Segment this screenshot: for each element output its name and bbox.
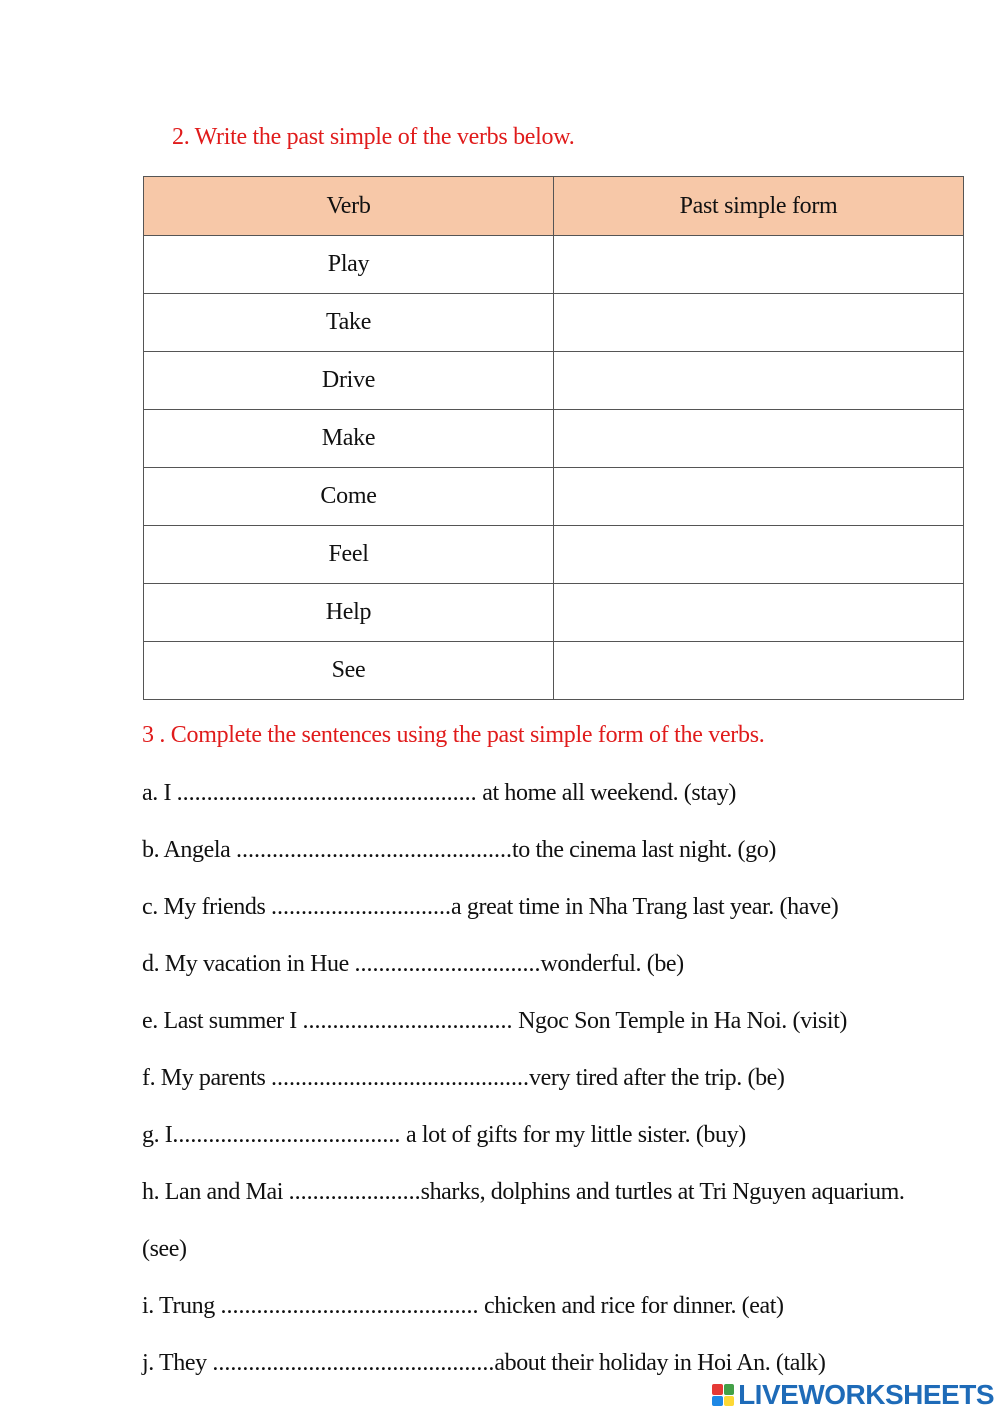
answer-blank[interactable]: ..............................................	[235, 837, 512, 863]
table-row	[144, 642, 964, 700]
sentence-h	[142, 1172, 904, 1212]
answer-cell[interactable]	[554, 236, 964, 294]
header-verb: Verb	[144, 177, 554, 236]
sentence-text: c. My friends	[142, 894, 272, 920]
sentence-text: sharks, dolphins and turtles at Tri Nguyen aquarium.	[420, 1179, 905, 1205]
sentence-h-continued	[142, 1229, 187, 1269]
table-row	[144, 526, 964, 584]
table-row	[144, 468, 964, 526]
sentence-c	[142, 887, 838, 927]
header-past-simple: Past simple form	[554, 177, 964, 236]
sentence-text: very tired after the trip. (be)	[529, 1065, 785, 1091]
logo-square	[724, 1384, 735, 1395]
sentence-text: g. I	[142, 1122, 173, 1148]
sentence-text: at home all weekend. (stay)	[476, 780, 737, 806]
sentence-text: d. My vacation in Hue	[142, 951, 355, 977]
exercise-2-heading: 2. Write the past simple of the verbs below.	[172, 124, 575, 150]
answer-cell[interactable]	[554, 526, 964, 584]
verb-cell: Play	[144, 236, 554, 294]
logo-square	[712, 1384, 723, 1395]
table-row	[144, 352, 964, 410]
answer-blank[interactable]: ......................................	[172, 1122, 401, 1148]
sentence-text: h. Lan and Mai	[142, 1179, 289, 1205]
answer-cell[interactable]	[554, 294, 964, 352]
verb-cell: Come	[144, 468, 554, 526]
sentence-text: about their holiday in Hoi An. (talk)	[494, 1350, 826, 1376]
answer-cell[interactable]	[554, 410, 964, 468]
verb-cell: Feel	[144, 526, 554, 584]
logo-text: LIVEWORKSHEETS	[738, 1379, 994, 1410]
sentence-b	[142, 830, 776, 870]
table-row	[144, 584, 964, 642]
answer-blank[interactable]: ...........................................	[220, 1293, 479, 1319]
logo-square	[712, 1396, 723, 1407]
table-row	[144, 410, 964, 468]
sentence-text: to the cinema last night. (go)	[511, 837, 776, 863]
sentence-text: wonderful. (be)	[540, 951, 684, 977]
sentence-text: (see)	[142, 1236, 187, 1262]
sentence-text: chicken and rice for dinner. (eat)	[478, 1293, 784, 1319]
sentence-text: a lot of gifts for my little sister. (buy)	[400, 1122, 746, 1148]
answer-blank[interactable]: ...........................................	[271, 1065, 530, 1091]
table-row	[144, 294, 964, 352]
sentence-text: j. They	[142, 1350, 213, 1376]
sentence-i	[142, 1286, 784, 1326]
sentence-g	[142, 1115, 746, 1155]
table-row	[144, 236, 964, 294]
answer-cell[interactable]	[554, 468, 964, 526]
answer-blank[interactable]: ..................................................	[176, 780, 477, 806]
sentence-j	[142, 1343, 826, 1383]
answer-blank[interactable]: ..............................	[271, 894, 452, 920]
answer-blank[interactable]: ...............................................	[212, 1350, 495, 1376]
answer-cell[interactable]	[554, 642, 964, 700]
answer-blank[interactable]: ...............................	[354, 951, 541, 977]
answer-cell[interactable]	[554, 352, 964, 410]
sentence-f	[142, 1058, 785, 1098]
verb-cell: Take	[144, 294, 554, 352]
sentence-text: b. Angela	[142, 837, 236, 863]
sentence-d	[142, 944, 684, 984]
logo-mark-icon	[712, 1384, 734, 1406]
verb-cell: Make	[144, 410, 554, 468]
answer-blank[interactable]: ......................	[288, 1179, 421, 1205]
verb-cell: Help	[144, 584, 554, 642]
answer-blank[interactable]: ...................................	[302, 1008, 513, 1034]
table-header-row	[144, 177, 964, 236]
answer-cell[interactable]	[554, 584, 964, 642]
liveworksheets-logo	[712, 1381, 994, 1409]
exercise-3-heading: 3 . Complete the sentences using the past simple form of the verbs.	[142, 722, 765, 748]
verb-cell: See	[144, 642, 554, 700]
logo-square	[724, 1396, 735, 1407]
sentence-text: f. My parents	[142, 1065, 272, 1091]
verb-cell: Drive	[144, 352, 554, 410]
verb-table	[143, 176, 964, 700]
sentence-text: e. Last summer I	[142, 1008, 303, 1034]
sentence-a	[142, 773, 736, 813]
sentence-text: a great time in Nha Trang last year. (have)	[451, 894, 839, 920]
sentence-text: i. Trung	[142, 1293, 221, 1319]
sentence-text: Ngoc Son Temple in Ha Noi. (visit)	[512, 1008, 848, 1034]
sentence-e	[142, 1001, 847, 1041]
sentence-text: a. I	[142, 780, 177, 806]
